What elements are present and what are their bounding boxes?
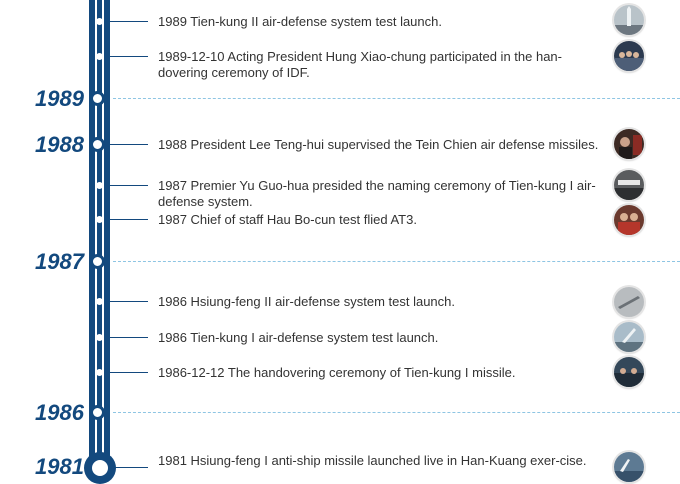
event-connector <box>110 56 148 57</box>
year-label-1988: 1988 <box>35 132 84 157</box>
timeline-bar <box>89 0 110 468</box>
year-node-1981 <box>84 452 116 484</box>
event-dot <box>96 369 103 376</box>
year-node-1987 <box>90 254 105 269</box>
event-dot <box>96 18 103 25</box>
event-dot <box>96 182 103 189</box>
naming-ceremony-photo-icon[interactable] <box>614 170 644 200</box>
year-divider-1986 <box>113 412 680 413</box>
event-dot <box>96 53 103 60</box>
year-node-1986 <box>90 405 105 420</box>
year-divider-1989 <box>113 98 680 99</box>
event-text: 1986-12-12 The handovering ceremony of Tien-kung I missile. <box>158 365 516 380</box>
missile-launch-photo-icon[interactable] <box>614 5 644 35</box>
event-text: 1986 Tien-kung I air-defense system test launch. <box>158 330 439 345</box>
handover-photo-icon[interactable] <box>614 357 644 387</box>
event-text: 1987 Premier Yu Guo-hua presided the naming ceremony of Tien-kung I air-defense system. <box>158 178 596 209</box>
event-connector <box>110 21 148 22</box>
event-text: 1989-12-10 Acting President Hung Xiao-chung participated in the han-dovering ceremony of IDF. <box>158 49 562 80</box>
year-divider-1987 <box>113 261 680 262</box>
pilot-photo-icon[interactable] <box>614 205 644 235</box>
event-connector <box>110 372 148 373</box>
event-connector <box>110 337 148 338</box>
event-text: 1987 Chief of staff Hau Bo-cun test flied AT3. <box>158 212 417 227</box>
launch-photo-icon[interactable] <box>614 322 644 352</box>
ship-missile-photo-icon[interactable] <box>614 452 644 482</box>
event-connector <box>110 219 148 220</box>
event-dot <box>96 298 103 305</box>
event-connector <box>110 301 148 302</box>
event-connector <box>110 185 148 186</box>
year-label-1981: 1981 <box>35 454 84 479</box>
year-label-1986: 1986 <box>35 400 84 425</box>
event-text: 1988 President Lee Teng-hui supervised the Tein Chien air defense missiles. <box>158 137 599 152</box>
connector-1981 <box>110 467 148 468</box>
event-text: 1986 Hsiung-feng II air-defense system test launch. <box>158 294 455 309</box>
event-text: 1989 Tien-kung II air-defense system test launch. <box>158 14 442 29</box>
ceremony-photo-icon[interactable] <box>614 41 644 71</box>
event-dot <box>96 216 103 223</box>
year-node-1989 <box>90 91 105 106</box>
event-text: 1981 Hsiung-feng I anti-ship missile launched live in Han-Kuang exer-cise. <box>158 453 587 468</box>
year-label-1987: 1987 <box>35 249 84 274</box>
event-dot <box>96 334 103 341</box>
missile-photo-icon[interactable] <box>614 287 644 317</box>
president-photo-icon[interactable] <box>614 129 644 159</box>
year-label-1989: 1989 <box>35 86 84 111</box>
year-node-1988 <box>90 137 105 152</box>
connector-1988 <box>110 144 148 145</box>
